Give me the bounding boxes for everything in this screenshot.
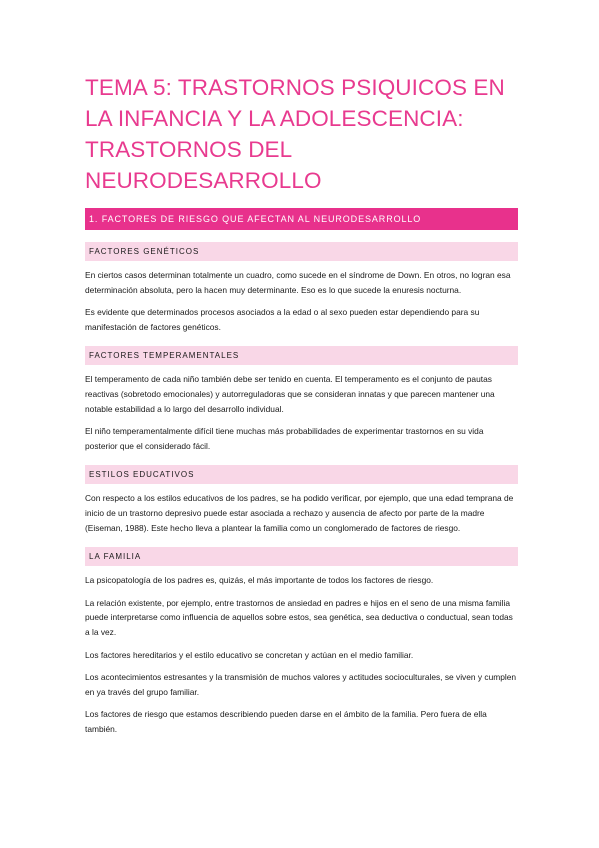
paragraph: El niño temperamentalmente difícil tiene muchas más probabilidades de experimentar trastornos en su vida posterior que el considerado fácil. bbox=[85, 426, 484, 451]
paragraph: En ciertos casos determinan totalmente un cuadro, como sucede en el síndrome de Down. En otros, no logran esa determinación absoluta, pero la hacen muy determinante. Eso es lo que sucede la enuresis nocturna. bbox=[85, 270, 511, 295]
section-heading: 1. FACTORES DE RIESGO QUE AFECTAN AL NEURODESARROLLO bbox=[85, 208, 518, 230]
paragraph: Con respecto a los estilos educativos de los padres, se ha podido verificar, por ejemplo, que una edad temprana de inicio de un trastorno depresivo puede estar asociada a rechazo y ausencia de afecto por parte de la madre (Eiseman, 1988). Este hecho lleva a plantear la familia como un conglomerado de factores de riesgo. bbox=[85, 493, 514, 533]
document-page bbox=[85, 72, 518, 736]
paragraph: La psicopatología de los padres es, quizás, el más importante de todos los factores de riesgo. bbox=[85, 575, 434, 586]
paragraph: Los factores de riesgo que estamos describiendo pueden darse en el ámbito de la familia. Pero fuera de ella también. bbox=[85, 709, 487, 734]
paragraph: Los factores hereditarios y el estilo educativo se concretan y actúan en el medio familiar. bbox=[85, 649, 414, 660]
paragraph: Los acontecimientos estresantes y la transmisión de muchos valores y actitudes socioculturales, se viven y cumplen en ya través del grupo familiar. bbox=[85, 672, 517, 697]
subsection-heading-temperament: FACTORES TEMPERAMENTALES bbox=[85, 346, 518, 365]
paragraph: Es evidente que determinados procesos asociados a la edad o al sexo pueden estar dependiendo para su manifestación de factores genéticos. bbox=[85, 307, 480, 332]
subsection-heading-genetic: FACTORES GENÉTICOS bbox=[85, 242, 518, 261]
subsection-heading-educational-styles: ESTILOS EDUCATIVOS bbox=[85, 465, 518, 484]
paragraph: La relación existente, por ejemplo, entre trastornos de ansiedad en padres e hijos en el seno de una misma familia puede interpretarse como influencia de aquellos sobre estos, sea genética, sea deductiva o conductual, sean todas a la vez. bbox=[85, 597, 513, 637]
paragraph: El temperamento de cada niño también debe ser tenido en cuenta. El temperamento es el conjunto de pautas reactivas (sobretodo emocionales) y autorreguladoras que se consideran innatas y que parecen mantener una notable estabilidad a lo largo del desarrollo individual. bbox=[85, 374, 495, 414]
subsection-heading-family: LA FAMILIA bbox=[85, 547, 518, 566]
document-title: TEMA 5: TRASTORNOS PSIQUICOS EN LA INFANCIA Y LA ADOLESCENCIA: TRASTORNOS DEL NEURODESARROLLO bbox=[85, 75, 505, 193]
